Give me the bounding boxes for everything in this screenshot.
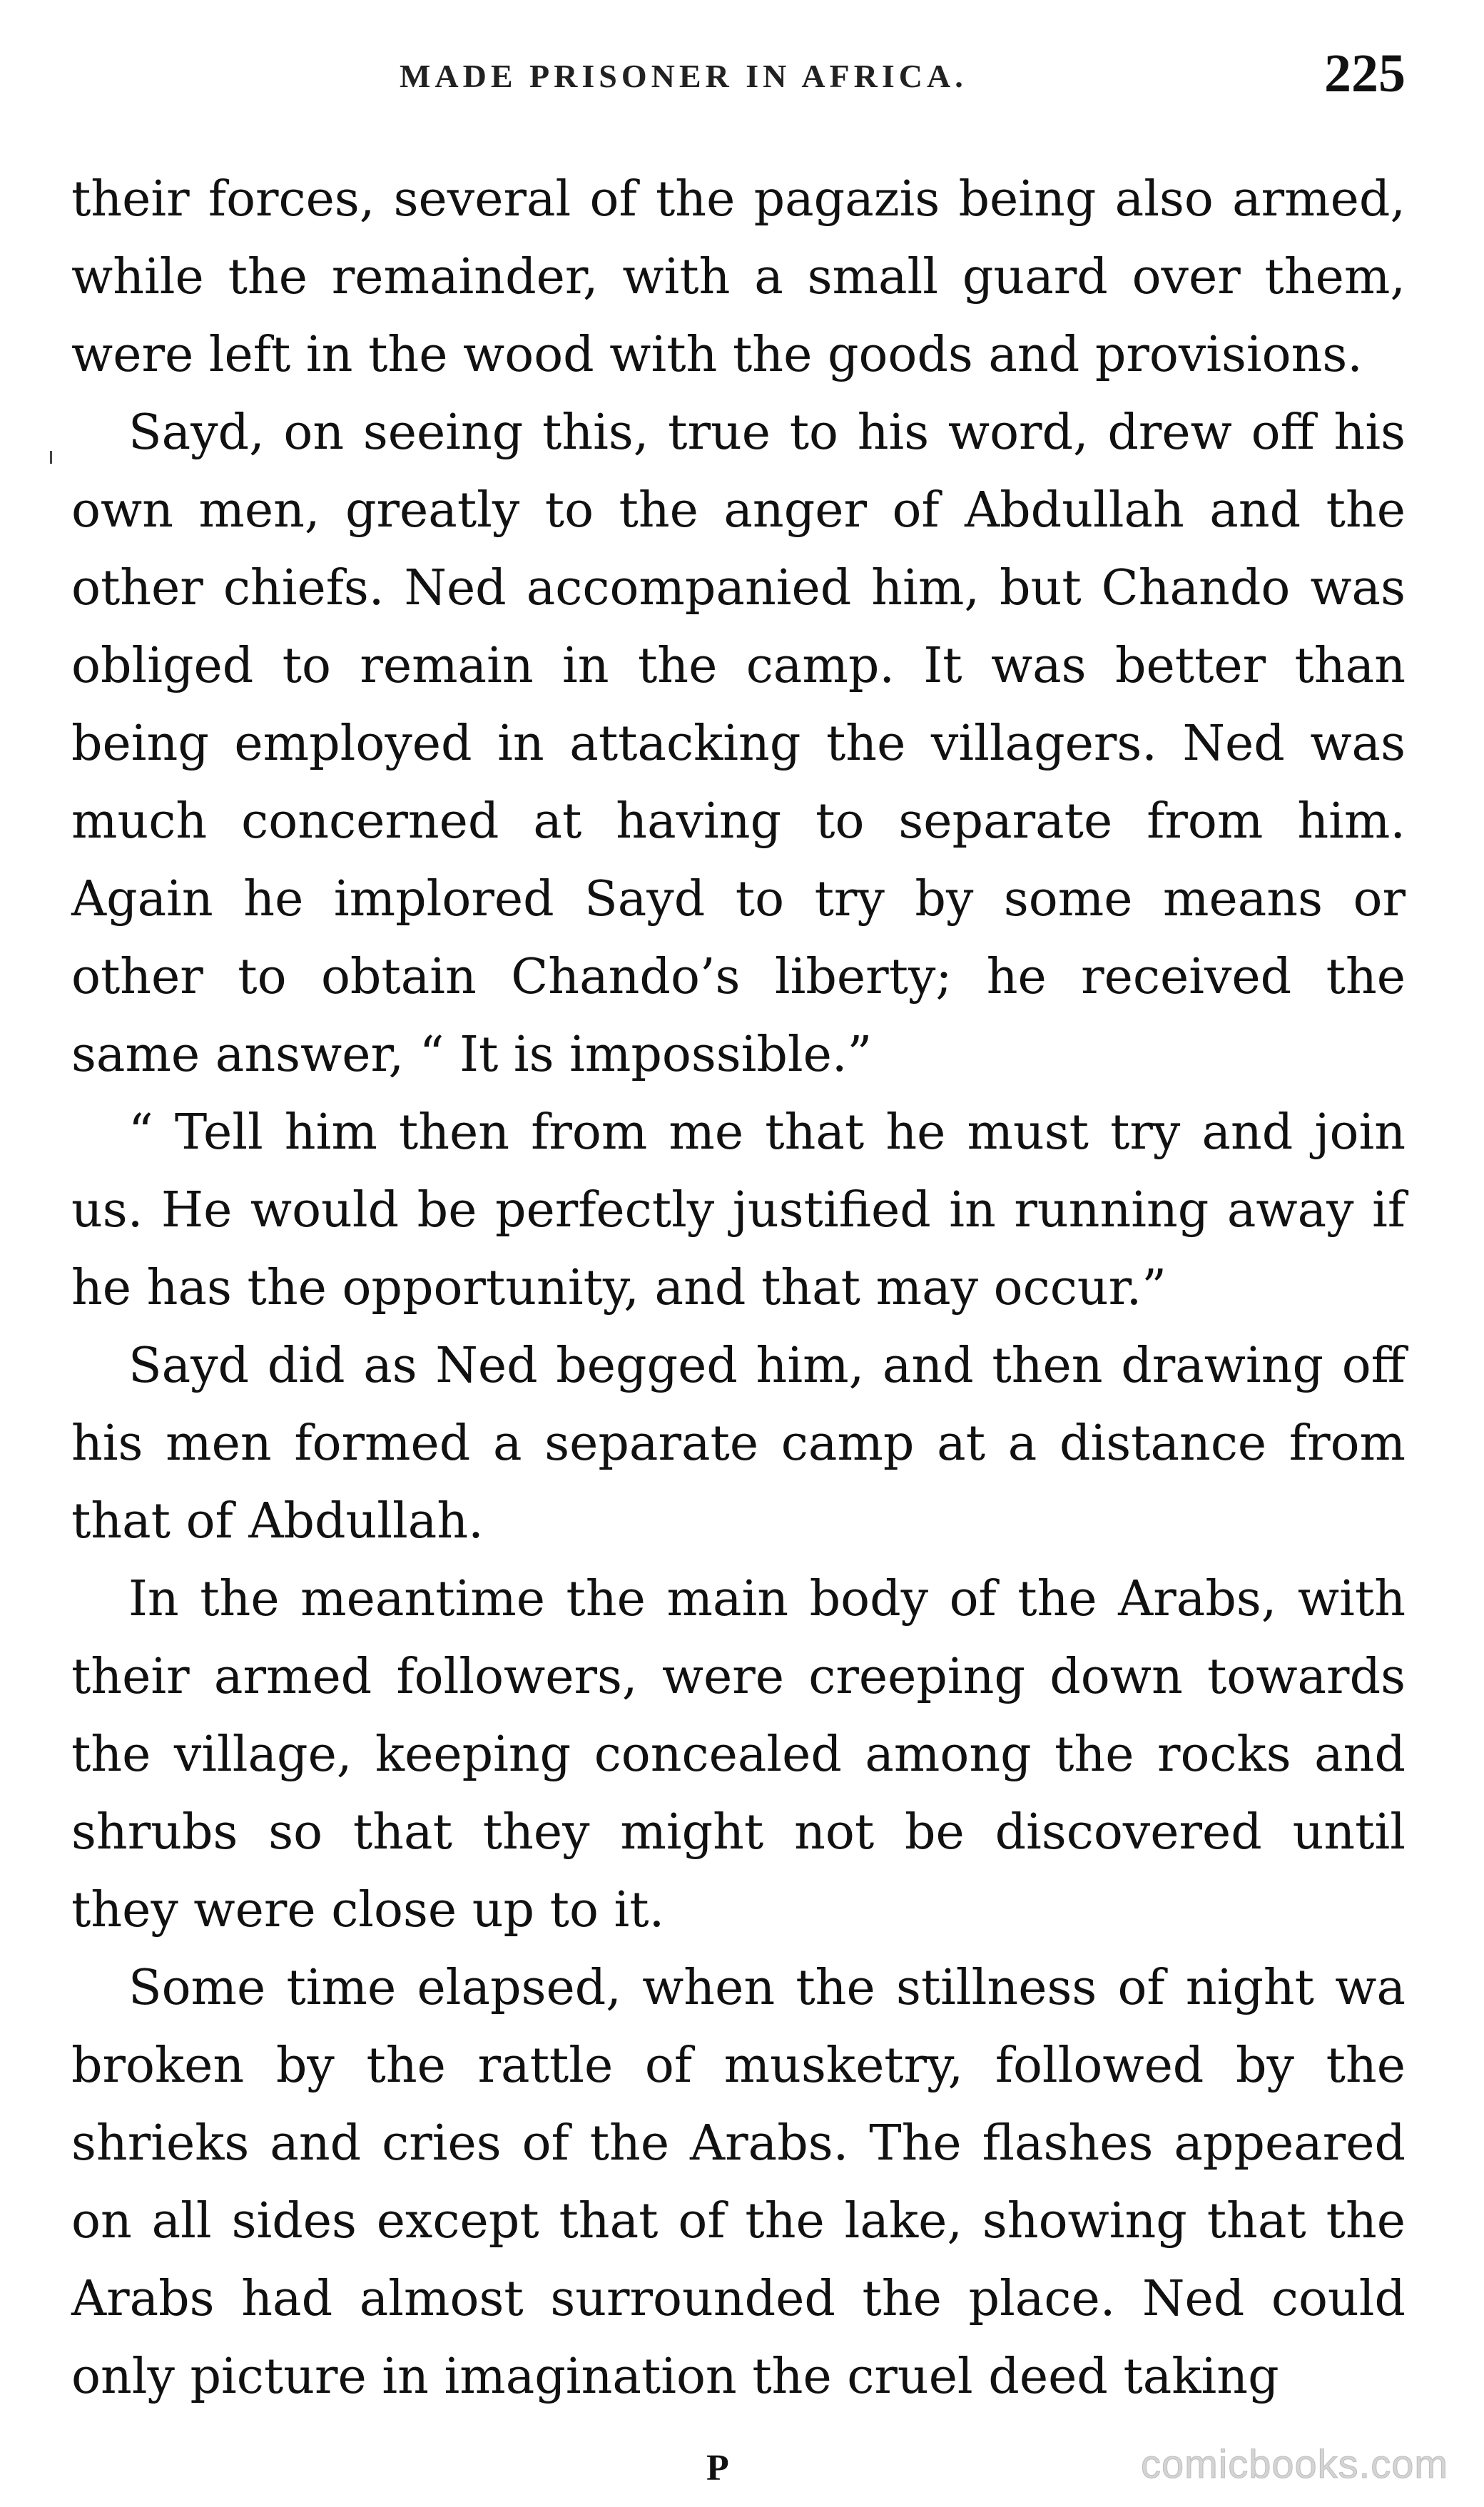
watermark: comicbooks.com xyxy=(1140,2441,1448,2486)
paragraph-3: “ Tell him then from me that he must try and join us. He would be perfectly justified in running away if he has the opportunity, and that may occur.” xyxy=(71,1104,1406,1316)
page-number: 225 xyxy=(1324,44,1406,103)
paragraph-1: their forces, several of the pagazis being also armed, while the remainder, with a small guard over them, were left in the wood with the goods and provisions. xyxy=(71,171,1406,383)
paragraph-6: Some time elapsed, when the stillness of night wa broken by the rattle of musketry, followed by the shrieks and cries of the Arabs. The flashes appeared on all sides except that of the lake, showing that the Arabs had almost surrounded the place. Ned could only picture in imagination the cruel deed taking xyxy=(71,1960,1406,2405)
paragraph-2: Sayd, on seeing this, true to his word, drew off his own men, greatly to the anger of Abdullah and the other chiefs. Ned accompanied him, but Chando was obliged to remain in the camp. It was better than being employed in attacking the villagers. Ned was much concerned at having to separate from him. Again he implored Sayd to try by some means or other to obtain Chando’s liberty; he received the same answer, “ It is impossible.” xyxy=(71,405,1406,1083)
margin-mark xyxy=(50,451,52,464)
signature-mark: P xyxy=(706,2448,729,2488)
paragraph-4: Sayd did as Ned begged him, and then drawing off his men formed a separate camp at a distance from that of Abdullah. xyxy=(71,1338,1406,1550)
running-title: MADE PRISONER IN AFRICA. xyxy=(400,58,967,94)
page-header xyxy=(0,43,1484,121)
body-text xyxy=(71,161,1406,2416)
paragraph-5: In the meantime the main body of the Arabs, with their armed followers, were creeping down towards the village, keeping concealed among the rocks and shrubs so that they might not be discovered until they were close up to it. xyxy=(71,1571,1406,1938)
